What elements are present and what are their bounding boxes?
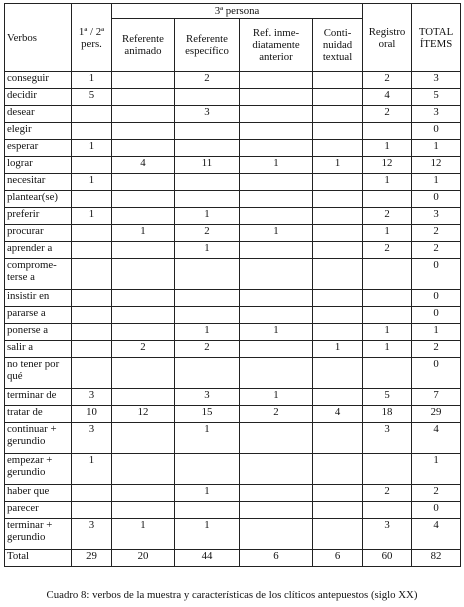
persona-12-cell: 1 <box>72 140 112 157</box>
total-items-cell: 5 <box>412 89 461 106</box>
ref-inmediatamente-anterior-cell <box>240 174 313 191</box>
referente-especifico-cell: 1 <box>175 208 240 225</box>
persona-12-cell <box>72 157 112 174</box>
continuidad-textual-cell <box>313 242 363 259</box>
referente-animado-cell: 12 <box>112 406 175 423</box>
referente-especifico-cell <box>175 502 240 519</box>
ref-inmediatamente-anterior-cell <box>240 290 313 307</box>
table-row <box>5 242 461 259</box>
continuidad-textual-cell: 4 <box>313 406 363 423</box>
referente-especifico-cell: 2 <box>175 225 240 242</box>
continuidad-textual-cell: 1 <box>313 157 363 174</box>
referente-animado-cell <box>112 208 175 225</box>
total-row <box>5 550 461 567</box>
verb-cell: haber que <box>5 485 72 502</box>
persona-12-cell <box>72 259 112 290</box>
continuidad-textual-cell <box>313 208 363 225</box>
registro-oral-cell <box>363 307 412 324</box>
total-items-cell: 1 <box>412 454 461 485</box>
registro-oral-cell: 1 <box>363 140 412 157</box>
verb-cell: plantear(se) <box>5 191 72 208</box>
referente-animado-cell: 4 <box>112 157 175 174</box>
persona-12-cell: 1 <box>72 174 112 191</box>
registro-oral-cell: 1 <box>363 324 412 341</box>
referente-animado-cell: 20 <box>112 550 175 567</box>
referente-especifico-cell: 3 <box>175 389 240 406</box>
header-referente-animado: Referente animado <box>112 19 175 72</box>
ref-inmediatamente-anterior-cell: 1 <box>240 389 313 406</box>
referente-especifico-cell: 1 <box>175 485 240 502</box>
continuidad-textual-cell <box>313 423 363 454</box>
table-row <box>5 423 461 454</box>
continuidad-textual-cell <box>313 454 363 485</box>
table-row <box>5 389 461 406</box>
total-items-cell: 0 <box>412 290 461 307</box>
table-row <box>5 191 461 208</box>
total-items-cell: 2 <box>412 485 461 502</box>
referente-especifico-cell: 2 <box>175 341 240 358</box>
total-items-cell: 82 <box>412 550 461 567</box>
header-continuidad-textual: Conti-nuidad textual <box>313 19 363 72</box>
total-items-cell: 2 <box>412 341 461 358</box>
table-row <box>5 123 461 140</box>
persona-12-cell: 10 <box>72 406 112 423</box>
registro-oral-cell: 4 <box>363 89 412 106</box>
persona-12-cell <box>72 225 112 242</box>
persona-12-cell <box>72 502 112 519</box>
ref-inmediatamente-anterior-cell <box>240 341 313 358</box>
registro-oral-cell <box>363 502 412 519</box>
referente-especifico-cell: 15 <box>175 406 240 423</box>
referente-animado-cell <box>112 191 175 208</box>
ref-inmediatamente-anterior-cell <box>240 123 313 140</box>
referente-especifico-cell <box>175 307 240 324</box>
verb-cell: esperar <box>5 140 72 157</box>
referente-especifico-cell: 1 <box>175 242 240 259</box>
total-items-cell: 0 <box>412 307 461 324</box>
persona-12-cell <box>72 191 112 208</box>
table-row <box>5 259 461 290</box>
continuidad-textual-cell <box>313 140 363 157</box>
verb-cell: insistir en <box>5 290 72 307</box>
persona-12-cell <box>72 290 112 307</box>
referente-especifico-cell: 44 <box>175 550 240 567</box>
continuidad-textual-cell <box>313 358 363 389</box>
total-items-cell: 2 <box>412 225 461 242</box>
persona-12-cell <box>72 358 112 389</box>
ref-inmediatamente-anterior-cell <box>240 485 313 502</box>
total-items-cell: 12 <box>412 157 461 174</box>
registro-oral-cell: 18 <box>363 406 412 423</box>
table-row <box>5 157 461 174</box>
ref-inmediatamente-anterior-cell <box>240 502 313 519</box>
referente-especifico-cell <box>175 123 240 140</box>
registro-oral-cell: 2 <box>363 208 412 225</box>
ref-inmediatamente-anterior-cell <box>240 72 313 89</box>
table-row <box>5 502 461 519</box>
ref-inmediatamente-anterior-cell: 1 <box>240 324 313 341</box>
ref-inmediatamente-anterior-cell <box>240 242 313 259</box>
table-caption: Cuadro 8: verbos de la muestra y características de los clíticos antepuestos (siglo XX) <box>46 589 418 601</box>
referente-especifico-cell <box>175 89 240 106</box>
header-registro-oral: Registro oral <box>363 4 412 72</box>
table-row <box>5 485 461 502</box>
ref-inmediatamente-anterior-cell <box>240 106 313 123</box>
referente-animado-cell <box>112 502 175 519</box>
registro-oral-cell <box>363 259 412 290</box>
referente-especifico-cell <box>175 191 240 208</box>
header-total-items: TOTAL ÍTEMS <box>412 4 461 72</box>
verb-cell: empezar + gerundio <box>5 454 72 485</box>
total-items-cell: 1 <box>412 324 461 341</box>
verb-cell: terminar + gerundio <box>5 519 72 550</box>
verb-cell: desear <box>5 106 72 123</box>
ref-inmediatamente-anterior-cell <box>240 140 313 157</box>
persona-12-cell <box>72 123 112 140</box>
referente-animado-cell <box>112 290 175 307</box>
verb-cell: conseguir <box>5 72 72 89</box>
continuidad-textual-cell <box>313 89 363 106</box>
verb-cell: parecer <box>5 502 72 519</box>
table-row <box>5 341 461 358</box>
continuidad-textual-cell: 6 <box>313 550 363 567</box>
verbs-table <box>4 3 461 567</box>
referente-animado-cell <box>112 106 175 123</box>
table-row <box>5 358 461 389</box>
referente-animado-cell <box>112 140 175 157</box>
persona-12-cell: 3 <box>72 519 112 550</box>
verb-cell: elegir <box>5 123 72 140</box>
header-persona-12: 1ª / 2ª pers. <box>72 4 112 72</box>
ref-inmediatamente-anterior-cell <box>240 423 313 454</box>
continuidad-textual-cell <box>313 123 363 140</box>
referente-animado-cell <box>112 485 175 502</box>
table-row <box>5 89 461 106</box>
continuidad-textual-cell <box>313 502 363 519</box>
registro-oral-cell: 2 <box>363 106 412 123</box>
persona-12-cell <box>72 242 112 259</box>
verb-cell: tratar de <box>5 406 72 423</box>
ref-inmediatamente-anterior-cell <box>240 259 313 290</box>
verb-cell: pararse a <box>5 307 72 324</box>
total-items-cell: 1 <box>412 140 461 157</box>
referente-especifico-cell <box>175 358 240 389</box>
referente-animado-cell <box>112 358 175 389</box>
registro-oral-cell: 3 <box>363 519 412 550</box>
verb-cell: terminar de <box>5 389 72 406</box>
continuidad-textual-cell <box>313 259 363 290</box>
table-row <box>5 140 461 157</box>
persona-12-cell: 1 <box>72 72 112 89</box>
header-ref-inmediatamente-anterior: Ref. inme-diatamente anterior <box>240 19 313 72</box>
registro-oral-cell <box>363 454 412 485</box>
registro-oral-cell: 1 <box>363 225 412 242</box>
persona-12-cell: 3 <box>72 423 112 454</box>
referente-animado-cell: 1 <box>112 519 175 550</box>
persona-12-cell: 3 <box>72 389 112 406</box>
ref-inmediatamente-anterior-cell: 2 <box>240 406 313 423</box>
registro-oral-cell <box>363 358 412 389</box>
total-items-cell: 0 <box>412 123 461 140</box>
referente-especifico-cell <box>175 174 240 191</box>
table-row <box>5 519 461 550</box>
continuidad-textual-cell <box>313 324 363 341</box>
ref-inmediatamente-anterior-cell <box>240 454 313 485</box>
referente-especifico-cell: 11 <box>175 157 240 174</box>
persona-12-cell <box>72 485 112 502</box>
verb-cell: aprender a <box>5 242 72 259</box>
registro-oral-cell <box>363 123 412 140</box>
verb-cell: lograr <box>5 157 72 174</box>
ref-inmediatamente-anterior-cell <box>240 191 313 208</box>
registro-oral-cell: 60 <box>363 550 412 567</box>
verb-cell: ponerse a <box>5 324 72 341</box>
total-items-cell: 3 <box>412 72 461 89</box>
header-tercera-persona: 3ª persona <box>112 4 363 19</box>
registro-oral-cell: 1 <box>363 174 412 191</box>
ref-inmediatamente-anterior-cell <box>240 89 313 106</box>
referente-animado-cell <box>112 454 175 485</box>
table-row <box>5 106 461 123</box>
total-items-cell: 0 <box>412 358 461 389</box>
verb-cell: Total <box>5 550 72 567</box>
registro-oral-cell <box>363 191 412 208</box>
table-row <box>5 454 461 485</box>
referente-especifico-cell <box>175 140 240 157</box>
registro-oral-cell <box>363 290 412 307</box>
verb-cell: decidir <box>5 89 72 106</box>
referente-animado-cell <box>112 242 175 259</box>
table-row <box>5 174 461 191</box>
verb-cell: continuar + gerundio <box>5 423 72 454</box>
ref-inmediatamente-anterior-cell <box>240 358 313 389</box>
total-items-cell: 0 <box>412 502 461 519</box>
persona-12-cell: 5 <box>72 89 112 106</box>
total-items-cell: 2 <box>412 242 461 259</box>
verb-cell: comprome-terse a <box>5 259 72 290</box>
total-items-cell: 3 <box>412 106 461 123</box>
continuidad-textual-cell <box>313 519 363 550</box>
referente-animado-cell <box>112 89 175 106</box>
persona-12-cell: 29 <box>72 550 112 567</box>
continuidad-textual-cell <box>313 307 363 324</box>
referente-especifico-cell: 1 <box>175 324 240 341</box>
total-items-cell: 7 <box>412 389 461 406</box>
referente-animado-cell <box>112 72 175 89</box>
registro-oral-cell: 1 <box>363 341 412 358</box>
ref-inmediatamente-anterior-cell <box>240 519 313 550</box>
continuidad-textual-cell <box>313 106 363 123</box>
referente-animado-cell: 2 <box>112 341 175 358</box>
registro-oral-cell: 12 <box>363 157 412 174</box>
persona-12-cell: 1 <box>72 454 112 485</box>
referente-especifico-cell: 1 <box>175 423 240 454</box>
ref-inmediatamente-anterior-cell: 1 <box>240 225 313 242</box>
total-items-cell: 0 <box>412 191 461 208</box>
persona-12-cell <box>72 324 112 341</box>
registro-oral-cell: 2 <box>363 72 412 89</box>
verb-cell: preferir <box>5 208 72 225</box>
total-items-cell: 4 <box>412 519 461 550</box>
continuidad-textual-cell <box>313 290 363 307</box>
persona-12-cell <box>72 341 112 358</box>
continuidad-textual-cell <box>313 174 363 191</box>
referente-especifico-cell <box>175 259 240 290</box>
persona-12-cell: 1 <box>72 208 112 225</box>
referente-animado-cell <box>112 259 175 290</box>
table-row <box>5 208 461 225</box>
ref-inmediatamente-anterior-cell <box>240 208 313 225</box>
ref-inmediatamente-anterior-cell: 1 <box>240 157 313 174</box>
ref-inmediatamente-anterior-cell <box>240 307 313 324</box>
continuidad-textual-cell: 1 <box>313 341 363 358</box>
table-body <box>5 72 461 567</box>
persona-12-cell <box>72 106 112 123</box>
persona-12-cell <box>72 307 112 324</box>
referente-animado-cell <box>112 174 175 191</box>
continuidad-textual-cell <box>313 72 363 89</box>
table-row <box>5 324 461 341</box>
table-row <box>5 406 461 423</box>
registro-oral-cell: 5 <box>363 389 412 406</box>
registro-oral-cell: 3 <box>363 423 412 454</box>
table-row <box>5 72 461 89</box>
referente-animado-cell <box>112 324 175 341</box>
total-items-cell: 4 <box>412 423 461 454</box>
table-row <box>5 290 461 307</box>
referente-especifico-cell <box>175 454 240 485</box>
table-row <box>5 307 461 324</box>
continuidad-textual-cell <box>313 389 363 406</box>
referente-especifico-cell <box>175 290 240 307</box>
referente-especifico-cell: 3 <box>175 106 240 123</box>
referente-animado-cell <box>112 123 175 140</box>
verb-cell: no tener por qué <box>5 358 72 389</box>
registro-oral-cell: 2 <box>363 485 412 502</box>
referente-animado-cell: 1 <box>112 225 175 242</box>
registro-oral-cell: 2 <box>363 242 412 259</box>
verb-cell: salir a <box>5 341 72 358</box>
continuidad-textual-cell <box>313 485 363 502</box>
verb-cell: necesitar <box>5 174 72 191</box>
referente-especifico-cell: 1 <box>175 519 240 550</box>
total-items-cell: 1 <box>412 174 461 191</box>
referente-animado-cell <box>112 423 175 454</box>
total-items-cell: 29 <box>412 406 461 423</box>
ref-inmediatamente-anterior-cell: 6 <box>240 550 313 567</box>
total-items-cell: 3 <box>412 208 461 225</box>
header-verbos: Verbos <box>5 4 72 72</box>
table-row <box>5 225 461 242</box>
continuidad-textual-cell <box>313 225 363 242</box>
header-referente-especifico: Referente específico <box>175 19 240 72</box>
verb-cell: procurar <box>5 225 72 242</box>
referente-animado-cell <box>112 307 175 324</box>
total-items-cell: 0 <box>412 259 461 290</box>
referente-animado-cell <box>112 389 175 406</box>
referente-especifico-cell: 2 <box>175 72 240 89</box>
continuidad-textual-cell <box>313 191 363 208</box>
